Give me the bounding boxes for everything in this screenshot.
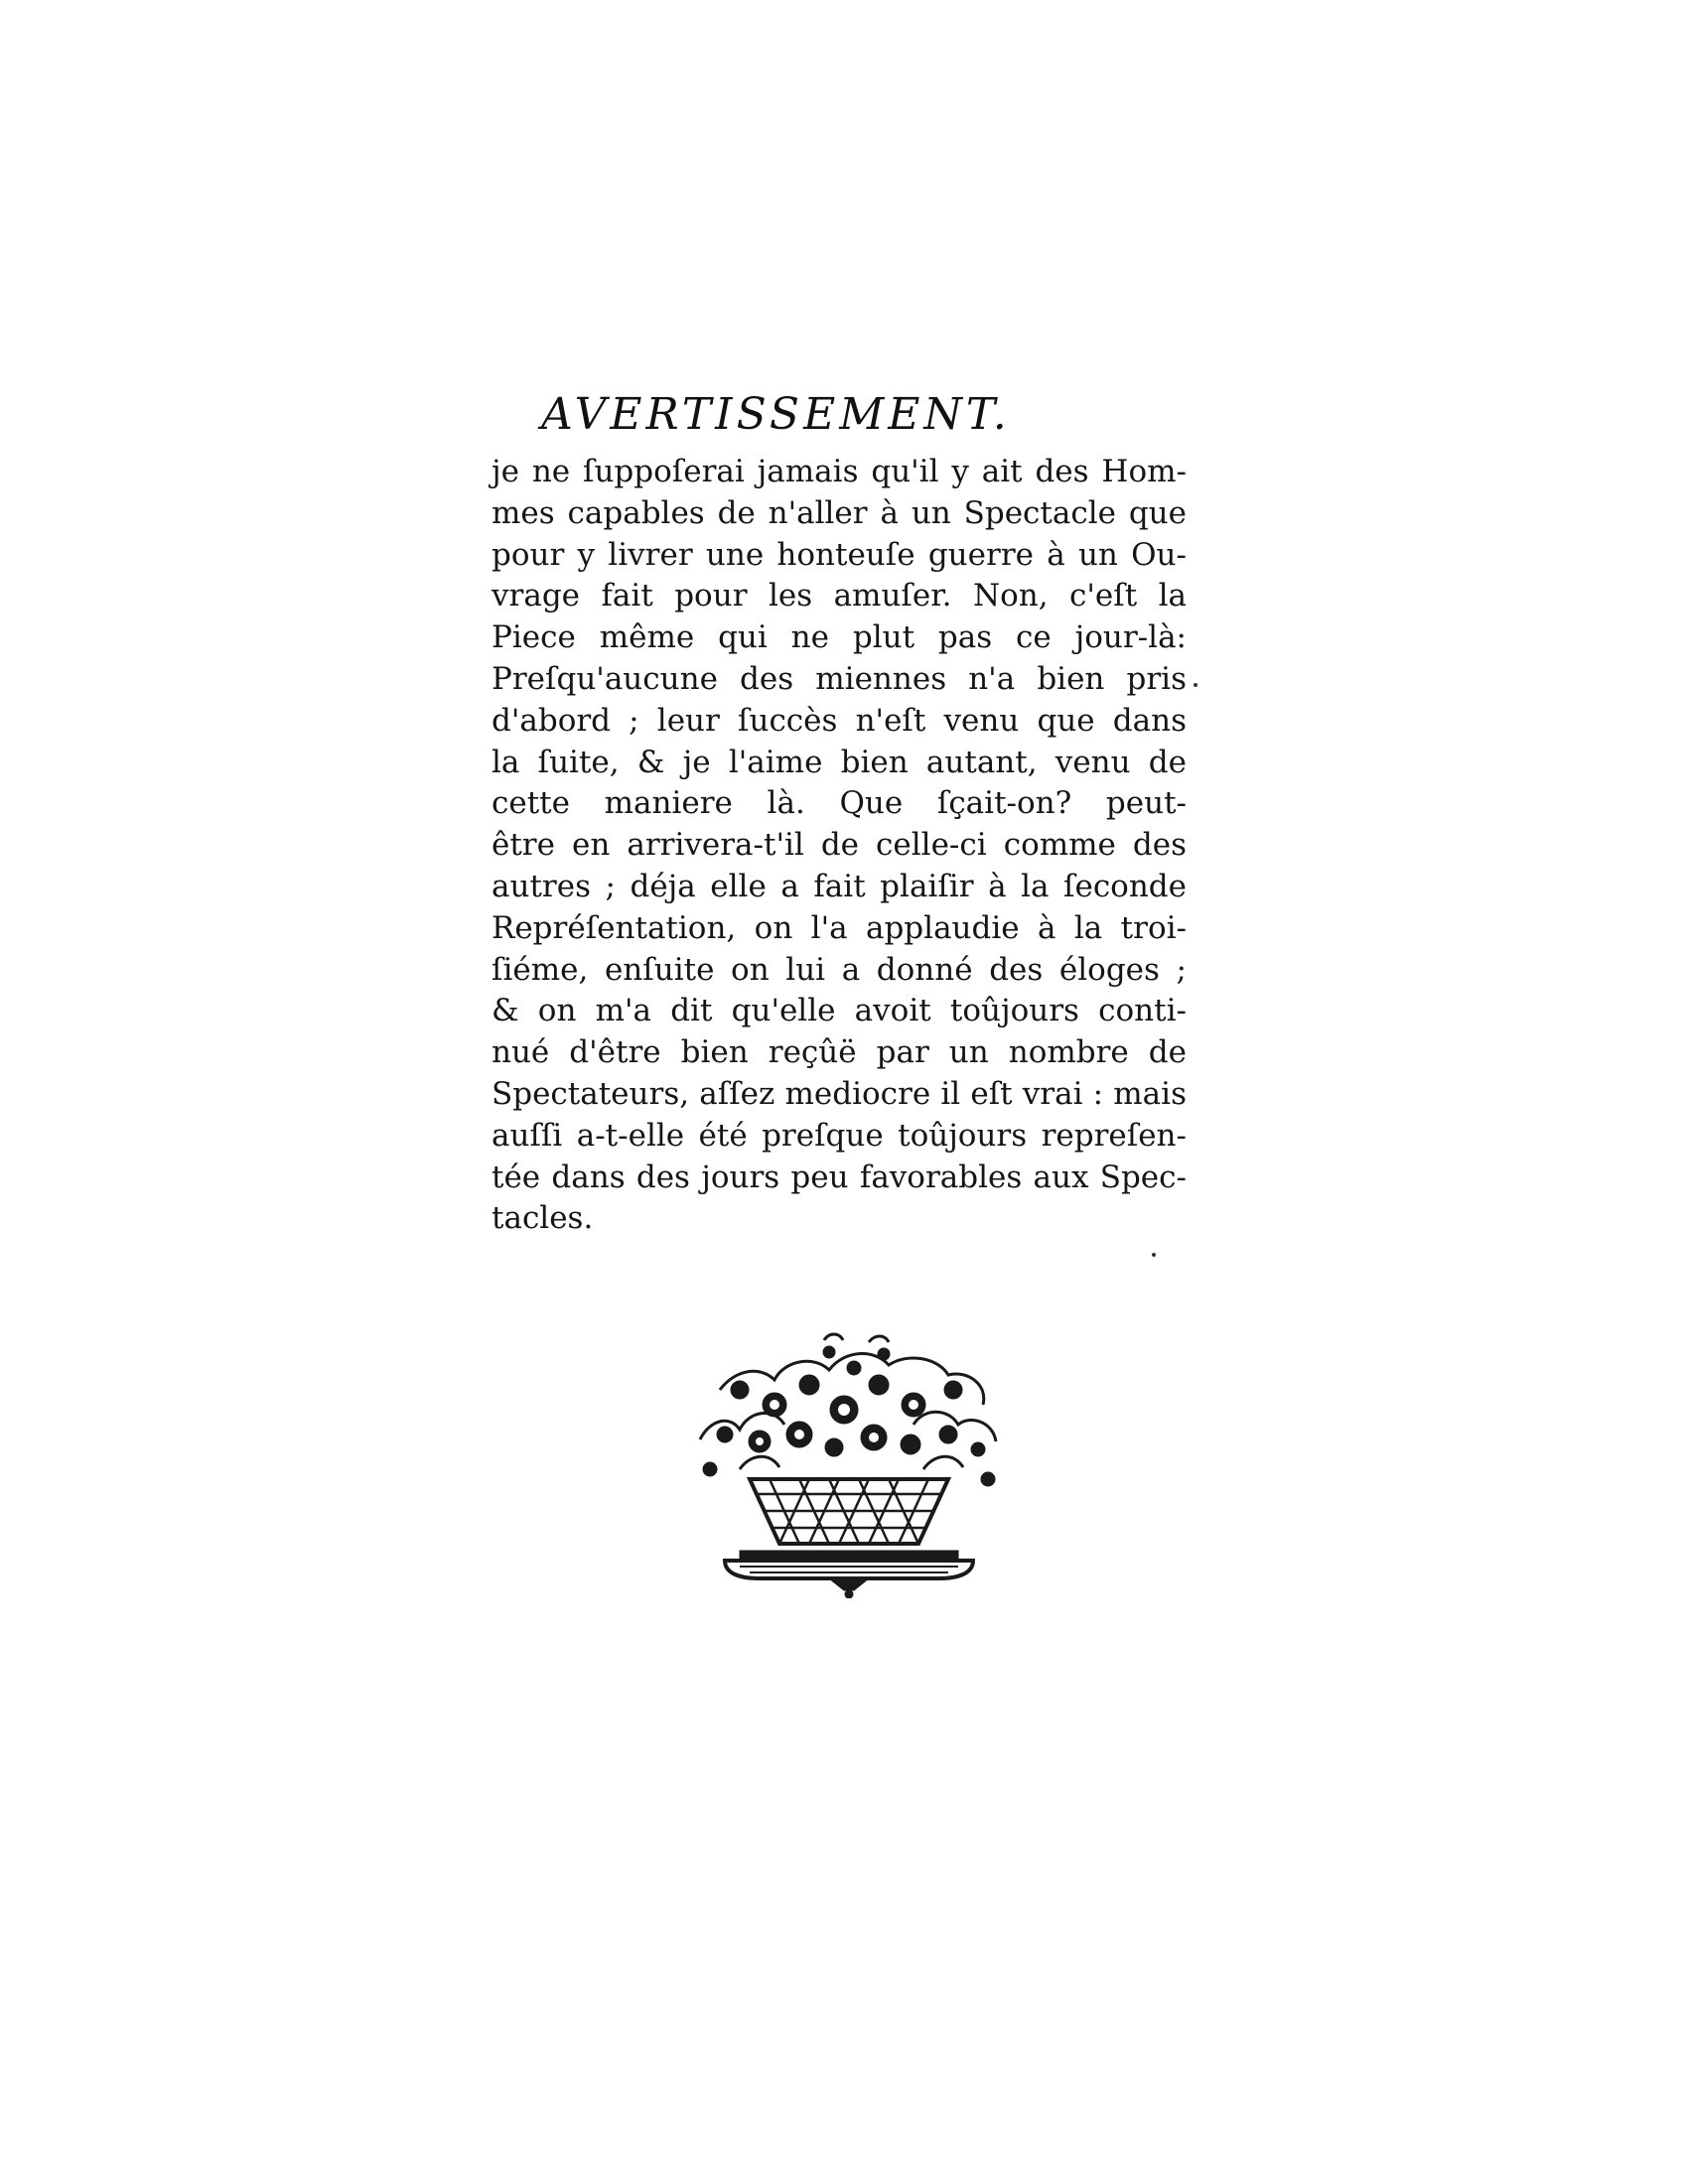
text-line: Preſqu'aucune des miennes n'a bien pris	[492, 660, 1187, 697]
text-line: Repréſentation, on l'a applaudie à la troi-	[492, 909, 1187, 946]
text-line: la ſuite, & je l'aime bien autant, venu de	[492, 744, 1187, 780]
text-line: cette maniere là. Que ſçait-on? peut-	[492, 785, 1187, 822]
text-line: ſiéme, enſuite on lui a donné des éloges ;	[492, 951, 1187, 988]
body-text	[492, 452, 1187, 1240]
text-line: & on m'a dit qu'elle avoit toûjours conti-	[492, 993, 1187, 1029]
text-line: vrage fait pour les amuſer. Non, c'eſt la	[492, 578, 1187, 614]
text-line: Piece même qui ne plut pas ce jour-là:	[492, 619, 1187, 656]
stray-ink-mark	[1194, 683, 1197, 687]
text-line: je ne ſuppoſerai jamais qu'il y ait des Hom-	[492, 454, 1187, 489]
text-line: auſſi a-t-elle été preſque toûjours repreſen-	[492, 1117, 1187, 1154]
stray-ink-mark	[1152, 1253, 1156, 1257]
text-line: autres ; déja elle a fait plaiſir à la ſeconde	[492, 868, 1187, 904]
text-line: mes capables de n'aller à un Spectacle que	[492, 494, 1187, 531]
text-line: nué d'être bien reçûë par un nombre de	[492, 1034, 1187, 1071]
text-line: tacles.	[492, 1200, 594, 1237]
text-line: d'abord ; leur ſuccès n'eſt venu que dans	[492, 702, 1187, 739]
page-title: AVERTISSEMENT.	[541, 389, 1011, 440]
flower-basket-vignette-icon	[680, 1330, 1018, 1598]
text-line: être en arrivera-t'il de celle-ci comme des	[492, 827, 1187, 864]
text-line: pour y livrer une honteuſe guerre à un Ou-	[492, 536, 1187, 573]
text-line: tée dans des jours peu favorables aux Spec-	[492, 1159, 1187, 1195]
text-line: Spectateurs, aſſez mediocre il eſt vrai : mais	[492, 1075, 1187, 1112]
